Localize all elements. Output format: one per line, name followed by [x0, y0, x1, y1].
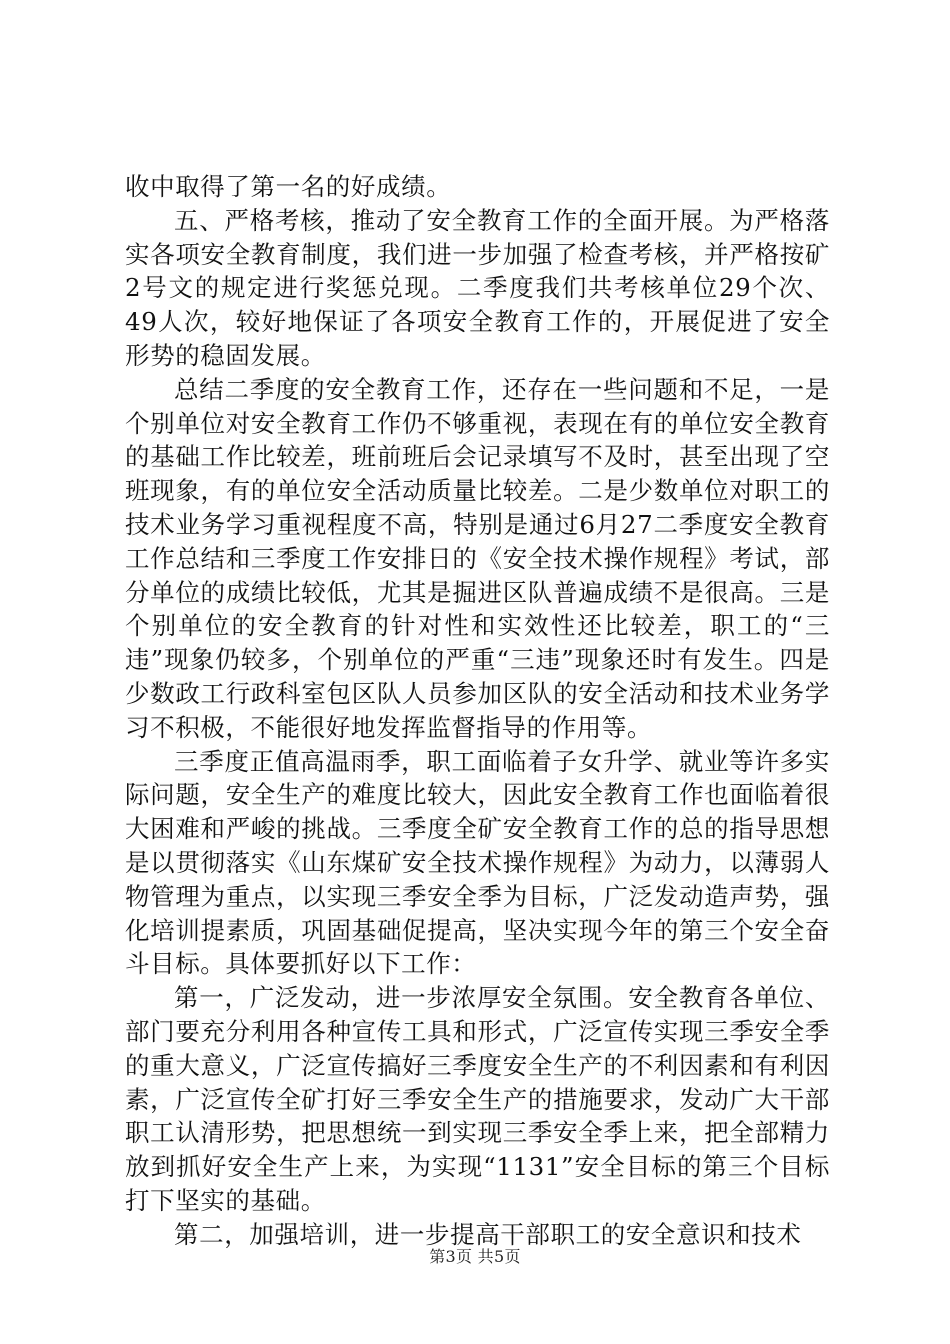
paragraph-first-task: 第一，广泛发动，进一步浓厚安全氛围。安全教育各单位、部门要充分利用各种宣传工具和形式，广泛宣传实现三季安全季的重大意义，广泛宣传搞好三季度安全生产的不利因素和有利因素，广泛宣传全矿打好三季安全生产的措施要求，发动广大干部职工认清形势，把思想统一到实现三季安全季上来，把全部精力放到抓好安全生产上来，为实现“1131”安全目标的第三个目标打下坚实的基础。 — [125, 983, 830, 1215]
paragraph-strict-assessment: 五、严格考核，推动了安全教育工作的全面开展。为严格落实各项安全教育制度，我们进一步加强了检查考核，并严格按矿2号文的规定进行奖惩兑现。二季度我们共考核单位29个次、49人次，较好地保证了各项安全教育工作的，开展促进了安全形势的稳固发展。 — [125, 205, 830, 370]
page-number-footer: 第3页 共5页 — [429, 1247, 521, 1266]
document-body — [125, 170, 830, 1252]
paragraph-third-quarter-guidance: 三季度正值高温雨季，职工面临着子女升学、就业等许多实际问题，安全生产的难度比较大，因此安全教育工作也面临着很大困难和严峻的挑战。三季度全矿安全教育工作的总的指导思想是以贯彻落实《山东煤矿安全技术操作规程》为动力，以薄弱人物管理为重点，以实现三季安全季为目标，广泛发动造声势，强化培训提素质，巩固基础促提高，坚决实现今年的第三个安全奋斗目标。具体要抓好以下工作： — [125, 746, 830, 979]
paragraph-second-task: 第二，加强培训，进一步提高干部职工的安全意识和技术 — [174, 1219, 802, 1249]
paragraph-continuation: 收中取得了第一名的好成绩。 — [125, 172, 452, 201]
paragraph-problems-summary: 总结二季度的安全教育工作，还存在一些问题和不足，一是个别单位对安全教育工作仍不够重视，表现在有的单位安全教育的基础工作比较差，班前班后会记录填写不及时，甚至出现了空班现象，有的单位安全活动质量比较差。二是少数单位对职工的技术业务学习重视程度不高，特别是通过6月27二季度安全教育工作总结和三季度工作安排日的《安全技术操作规程》考试，部分单位的成绩比较低，尤其是掘进区队普遍成绩不是很高。三是个别单位的安全教育的针对性和实效性还比较差，职工的“三违”现象仍较多，个别单位的严重“三违”现象还时有发生。四是少数政工行政科室包区队人员参加区队的安全活动和技术业务学习不积极，不能很好地发挥监督指导的作用等。 — [125, 374, 830, 742]
